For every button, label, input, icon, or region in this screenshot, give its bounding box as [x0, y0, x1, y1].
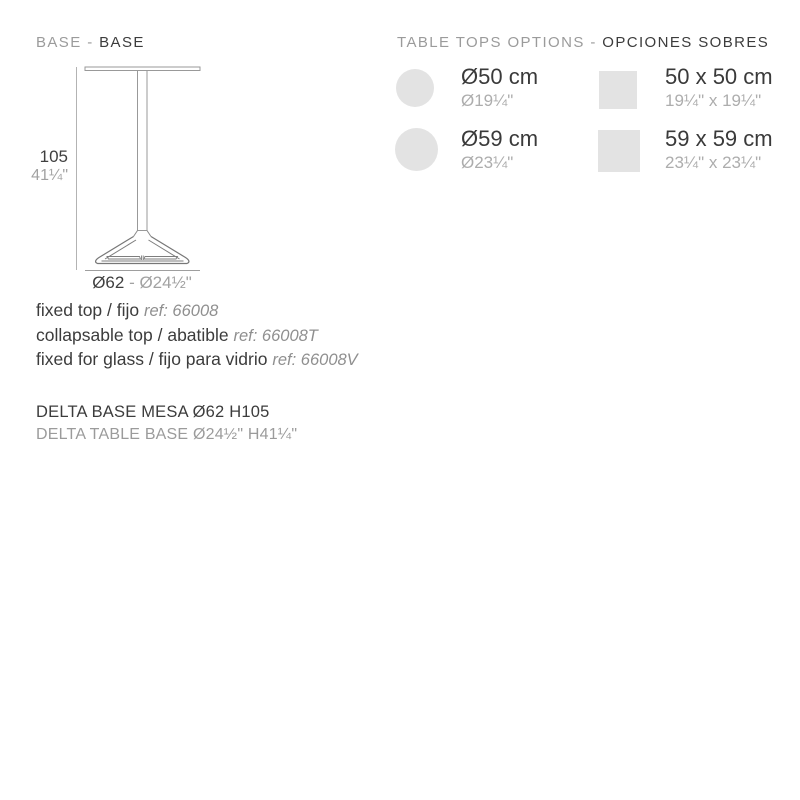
- tops-heading-en: TABLE TOPS OPTIONS: [397, 34, 585, 51]
- foot-plate-left: [107, 257, 141, 260]
- variant-row-fixed-for-glass: [36, 348, 358, 373]
- variant-label: collapsable top / abatible: [36, 324, 234, 345]
- foot-plate-right: [144, 257, 178, 260]
- top-size-metric: 50 x 50 cm: [665, 64, 773, 89]
- top-size-metric: Ø59 cm: [461, 126, 539, 151]
- base-heading-separator: -: [81, 34, 100, 51]
- base-diameter-inches: - Ø24½": [124, 273, 192, 292]
- tabletop-outline: [85, 67, 200, 71]
- base-outer-outline: [96, 237, 189, 264]
- variant-ref: ref: 66008T: [233, 326, 318, 345]
- round-top-59-icon: [395, 128, 438, 171]
- variant-ref: ref: 66008: [143, 302, 219, 320]
- column-flare: [134, 231, 152, 237]
- round-top-50-icon: [396, 69, 434, 107]
- variant-list: [36, 299, 358, 373]
- base-diameter-cm: Ø62: [92, 273, 125, 292]
- base-heading-en: BASE: [36, 34, 82, 51]
- top-size-metric: Ø50 cm: [461, 64, 539, 89]
- tops-heading-separator: -: [584, 34, 603, 51]
- square-top-59-icon: [598, 130, 640, 172]
- product-name-imperial: DELTA TABLE BASE Ø24½" H41¼": [36, 425, 298, 443]
- variant-label: fixed top / fijo: [36, 300, 144, 320]
- base-section-heading: [36, 34, 145, 51]
- variant-label: fixed for glass / fijo para vidrio: [36, 349, 273, 370]
- tops-heading-es: OPCIONES SOBRES: [602, 34, 770, 51]
- table-tops-section-heading: [397, 34, 769, 51]
- square-top-50-icon: [599, 71, 637, 109]
- top-size-imperial: 19¼" x 19¼": [665, 91, 762, 110]
- top-size-imperial: 23¼" x 23¼": [665, 153, 762, 172]
- height-dimension-cm: 105: [39, 147, 68, 166]
- top-size-imperial: Ø19¼": [461, 91, 514, 110]
- column-outline: [138, 71, 148, 231]
- product-name-metric: DELTA BASE MESA Ø62 H105: [36, 403, 270, 421]
- top-size-metric: 59 x 59 cm: [665, 126, 773, 151]
- product-name-block: [36, 402, 297, 445]
- base-diameter-dimension: [62, 273, 222, 293]
- base-heading-es: BASE: [99, 34, 145, 51]
- height-dimension-inches: 41¼": [31, 167, 68, 184]
- top-size-imperial: Ø23¼": [461, 153, 514, 172]
- variant-ref: ref: 66008V: [272, 351, 358, 370]
- variant-row-fixed-top: [36, 299, 358, 324]
- variant-row-collapsable-top: [36, 324, 358, 349]
